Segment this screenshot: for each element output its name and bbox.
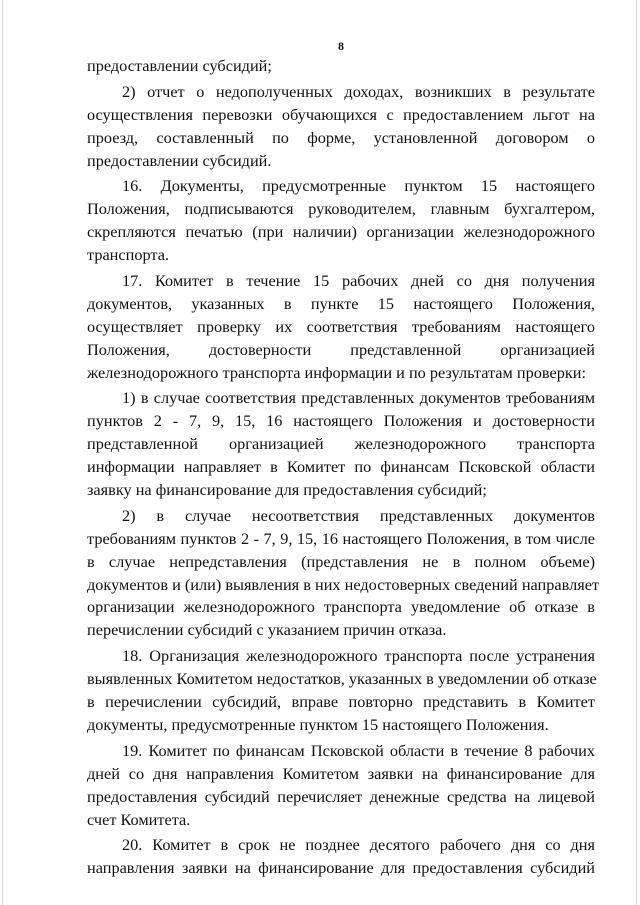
paragraph <box>87 740 595 832</box>
text-line: 19. Комитет по финансам Псковской области в течение 8 рабочих <box>122 740 595 760</box>
paragraph <box>87 175 595 267</box>
text-line: 1) в случае соответствия представленных документов требованиям <box>122 388 595 408</box>
text-line: в перечислении субсидий, вправе повторно представить в Комитет <box>87 692 595 712</box>
text-line: предоставлении субсидий. <box>87 150 272 170</box>
paragraph <box>87 387 595 501</box>
text-line: выявленных Комитетом недостатков, указанных в уведомлении об отказе <box>87 669 597 689</box>
text-line: предоставления субсидий перечисляет денежные средства на лицевой <box>87 786 595 806</box>
text-line: железнодорожного транспорта информации и по результатам проверки: <box>87 362 587 382</box>
text-line: представленной организацией железнодорожного транспорта <box>87 434 595 454</box>
text-line: осуществления перевозки обучающихся с предоставлением льгот на <box>87 104 595 124</box>
text-line: перечислении субсидий с указанием причин отказа. <box>87 620 447 640</box>
paragraph <box>87 505 600 642</box>
paragraph <box>87 270 595 384</box>
text-line: дней со дня направления Комитетом заявки на финансирование для <box>87 763 595 783</box>
text-line: требованиям пунктов 2 - 7, 9, 15, 16 настоящего Положения, в том числе <box>87 528 595 548</box>
text-line: проезд, составленный по форме, установленной договором о <box>87 127 595 147</box>
text-line: в случае непредставления (представления не в полном объеме) <box>87 551 595 571</box>
left-page-edge <box>2 0 3 905</box>
text-line: 17. Комитет в течение 15 рабочих дней со дня получения <box>122 271 595 291</box>
text-line: Положения, достоверности представленной организацией <box>87 339 595 359</box>
document-body <box>87 55 600 880</box>
text-line: документов, указанных в пункте 15 настоящего Положения, <box>87 293 595 313</box>
paragraph <box>87 81 595 173</box>
text-line: направления заявки на финансирование для предоставления субсидий <box>87 858 595 878</box>
text-line: документов и (или) выявления в них недостоверных сведений направляет <box>87 574 600 594</box>
text-line: пунктов 2 - 7, 9, 15, 16 настоящего Положения и достоверности <box>87 411 595 431</box>
page-number: 8 <box>338 39 344 53</box>
text-line: 20. Комитет в срок не позднее десятого рабочего дня со дня <box>122 835 595 855</box>
paragraph <box>87 645 595 737</box>
text-line: документы, предусмотренные пунктом 15 настоящего Положения. <box>87 714 549 734</box>
text-line: осуществляет проверку их соответствия требованиям настоящего <box>87 316 595 336</box>
text-line: заявку на финансирование для предоставления субсидий; <box>87 480 487 500</box>
text-line: 2) в случае несоответствия представленных документов <box>122 505 595 525</box>
text-line: информации направляет в Комитет по финансам Псковской области <box>87 457 595 477</box>
text-line: скрепляются печатью (при наличии) организации железнодорожного <box>87 222 595 242</box>
text-line: транспорта. <box>87 245 170 265</box>
text-line: счет Комитета. <box>87 809 191 829</box>
right-page-edge <box>636 0 637 905</box>
text-line: предоставлении субсидий; <box>87 56 272 75</box>
text-line: 16. Документы, предусмотренные пунктом 15 настоящего <box>122 176 595 196</box>
text-line: организации железнодорожного транспорта уведомление об отказе в <box>87 597 595 617</box>
paragraph <box>87 834 595 880</box>
text-line: Положения, подписываются руководителем, главным бухгалтером, <box>87 199 595 219</box>
text-line: 2) отчет о недополученных доходах, возникших в результате <box>122 81 595 101</box>
text-line: 18. Организация железнодорожного транспорта после устранения <box>122 646 595 666</box>
paragraph <box>87 55 595 78</box>
